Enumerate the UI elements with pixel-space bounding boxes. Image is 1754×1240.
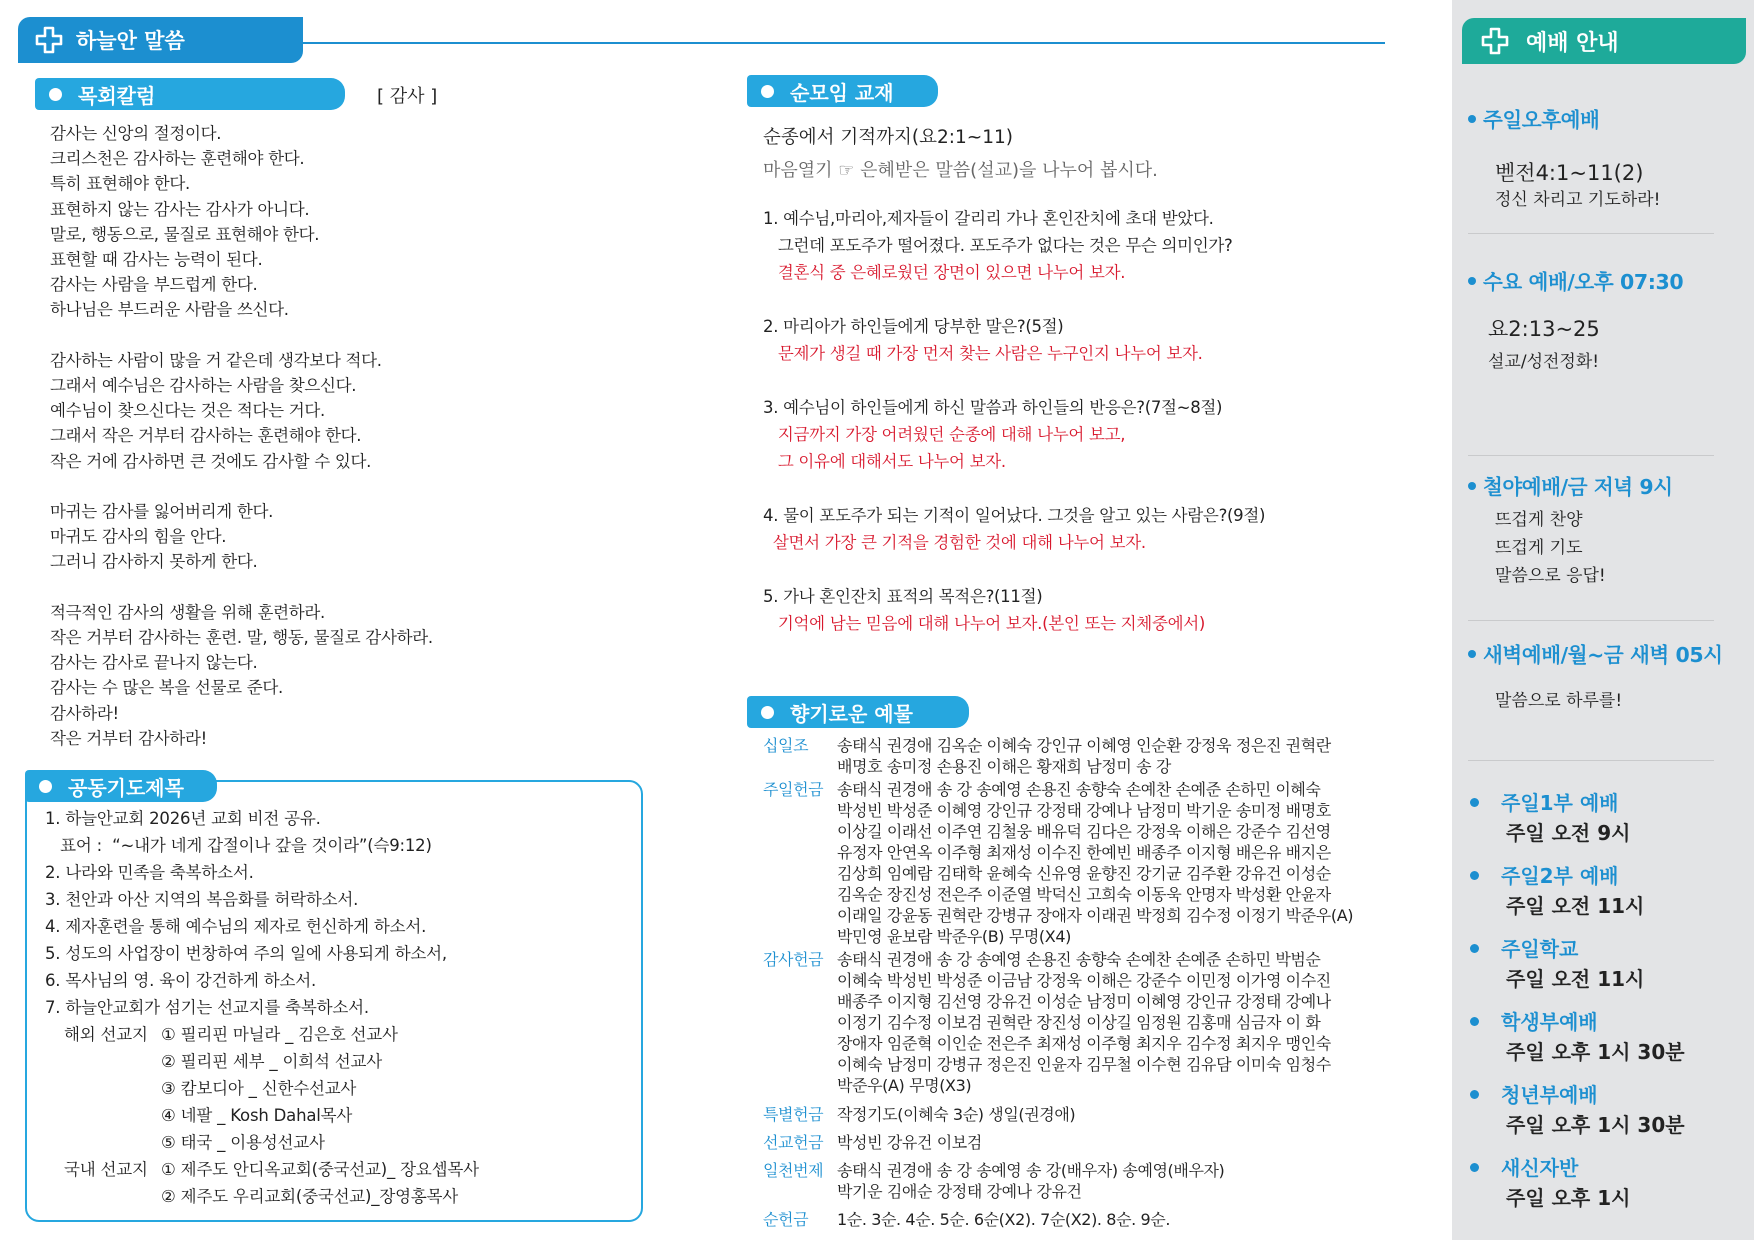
service-title (1468, 638, 1723, 668)
column-line: 작은 거부터 감사하는 훈련. 말, 행동, 물질로 감사하라. (50, 628, 433, 648)
offering-names-line: 송태식 권경애 송 강 송예영 손용진 송향숙 손예찬 손예준 손하민 이혜숙 (837, 780, 1321, 799)
schedule-time: 주일 오후 1시 (1506, 1186, 1631, 1210)
schedule-title-text: 주일학교 (1501, 937, 1579, 961)
service-line: 정신 차리고 기도하라! (1495, 190, 1661, 210)
offering-list (763, 735, 1437, 1230)
offering-row (763, 1160, 1437, 1202)
offering-names (837, 1132, 1437, 1153)
prayer-item: 5. 성도의 사업장이 번창하여 주의 일에 사용되게 하소서, (45, 944, 447, 963)
mission-item: ③ 캄보디아 _ 신한수선교사 (161, 1079, 357, 1098)
offering-names-line: 작정기도(이혜숙 3순) 생일(권경애) (837, 1105, 1076, 1124)
offering-names-line: 박기운 김애순 강정태 강예나 강유건 (837, 1182, 1082, 1201)
offering-row (763, 1132, 1437, 1153)
offering-names (837, 1209, 1437, 1230)
service-line: 말씀으로 응답! (1495, 566, 1606, 586)
column-line: 특히 표현해야 한다. (50, 174, 190, 194)
column-line: 예수님이 찾으신다는 것은 적다는 거다. (50, 401, 325, 421)
header-rule (303, 42, 1385, 44)
column-line: 감사는 사람을 부드럽게 한다. (50, 275, 258, 295)
schedule-time: 주일 오전 9시 (1506, 821, 1631, 845)
question-text: 2. 마리아가 하인들에게 당부한 말은?(5절) (763, 317, 1064, 336)
prayer-item: 3. 천안과 아산 지역의 복음화를 허락하소서. (45, 890, 359, 909)
column-line: 그러니 감사하지 못하게 한다. (50, 552, 258, 572)
offering-row (763, 949, 1437, 1096)
sidebar-divider (1468, 760, 1714, 761)
offering-names (837, 1160, 1437, 1202)
column-line: 감사하는 사람이 많을 거 같은데 생각보다 적다. (50, 350, 382, 370)
column-line: 감사는 신앙의 절정이다. (50, 124, 222, 143)
prayer-item: 표어 : “~내가 네게 갑절이나 갚을 것이라”(슥9:12) (45, 836, 432, 855)
cross-icon (34, 25, 64, 55)
schedule-title-text: 청년부예배 (1501, 1083, 1598, 1107)
service-title-text: 주일오후예배 (1483, 108, 1600, 132)
offering-names-line: 송태식 권경애 김옥순 이혜숙 강인규 이혜영 인순환 강정욱 정은진 권혁란 (837, 736, 1331, 755)
service-title-text: 수요 예배/오후 07:30 (1483, 270, 1684, 294)
missions-overseas-list (161, 1021, 398, 1156)
cross-icon (1480, 26, 1510, 56)
service-title-text: 새벽예배/월~금 새벽 05시 (1483, 643, 1723, 667)
service-title (1468, 470, 1673, 500)
question-text: 그런데 포도주가 떨어졌다. 포도주가 없다는 것은 무슨 의미인가? (763, 236, 1233, 255)
bullet-dot-icon (1470, 871, 1479, 880)
missions-overseas-label: 해외 선교지 (64, 1025, 148, 1044)
schedule-title-text: 주일2부 예배 (1501, 864, 1619, 888)
offering-row (763, 1209, 1437, 1230)
prayer-pill (25, 770, 217, 802)
column-line: 감사는 감사로 끝나지 않는다. (50, 653, 258, 673)
question-text: 3. 예수님이 하인들에게 하신 말씀과 하인들의 반응은?(7절~8절) (763, 398, 1223, 417)
question-text: 1. 예수님,마리아,제자들이 갈리리 가나 혼인잔치에 초대 받았다. (763, 209, 1214, 228)
column-line (50, 474, 433, 499)
schedule-title (1470, 1152, 1578, 1181)
offering-names-line: 이정기 김수정 이보검 권혁란 장진성 이상길 임정원 김홍매 심금자 이 화 (837, 1013, 1321, 1032)
question-text: 5. 가나 혼인잔치 표적의 목적은?(11절) (763, 587, 1043, 606)
schedule-time: 주일 오후 1시 30분 (1506, 1040, 1685, 1064)
column-line: 감사는 수 많은 복을 선물로 준다. (50, 678, 283, 698)
study-question (763, 502, 1265, 556)
mission-item: ② 제주도 우리교회(중국선교)_장영홍목사 (161, 1187, 459, 1206)
column-line: 감사하라! (50, 703, 119, 723)
offering-names-line: 박성빈 박성준 이혜영 강인규 강정태 강예나 남정미 박기운 송미정 배명호 (837, 801, 1331, 820)
offering-names-line: 김상희 임예람 김태학 윤혜숙 신유영 윤향진 강기균 김주환 강유건 이성순 (837, 864, 1331, 883)
mission-item: ④ 네팔 _ Kosh Dahal목사 (161, 1106, 353, 1125)
prayer-list (45, 805, 447, 1021)
study-question (763, 313, 1265, 367)
column-line: 마귀도 감사의 힘을 안다. (50, 527, 227, 547)
bullet-dot-icon (1470, 944, 1479, 953)
service-title (1468, 265, 1683, 295)
prayer-item: 4. 제자훈련을 통해 예수님의 제자로 헌신하게 하소서. (45, 917, 427, 936)
offering-label: 선교헌금 (763, 1133, 824, 1152)
offering-label: 특별헌금 (763, 1105, 824, 1124)
bullet-dot-icon (1470, 798, 1479, 807)
bullet-dot-icon (1470, 1163, 1479, 1172)
mission-item: ① 필리핀 마닐라 _ 김은호 선교사 (161, 1025, 398, 1044)
column-line: 그래서 작은 거부터 감사하는 훈련해야 한다. (50, 426, 362, 446)
offering-names (837, 949, 1437, 1096)
column-line: 표현할 때 감사는 능력이 된다. (50, 250, 263, 270)
prayer-title: 공동기도제목 (68, 775, 184, 800)
column-line: 표현하지 않는 감사는 감사가 아니다. (50, 199, 310, 219)
question-prompt: 살면서 가장 큰 기적을 경험한 것에 대해 나누어 보자. (763, 533, 1146, 552)
service-title (1468, 103, 1599, 133)
offering-names-line: 장애자 임준혁 이인순 전은주 최재성 이주형 최지우 김수정 최지우 맹인숙 (837, 1034, 1331, 1053)
column-line: 마귀는 감사를 잃어버리게 한다. (50, 502, 274, 522)
column-line: 적극적인 감사의 생활을 위해 훈련하라. (50, 602, 325, 622)
schedule-title (1470, 1079, 1598, 1108)
missions-domestic (64, 1156, 479, 1210)
service-line: 설교/성전정화! (1488, 352, 1600, 372)
study-question (763, 583, 1265, 637)
study-question (763, 205, 1265, 286)
prayer-item: 7. 하늘안교회가 섬기는 선교지를 축복하소서. (45, 998, 369, 1017)
header-tag (18, 17, 303, 63)
column-line: 작은 거부터 감사하라! (50, 728, 207, 748)
schedule-time: 주일 오전 11시 (1506, 967, 1645, 991)
study-heading: 순종에서 기적까지(요2:1~11) (763, 127, 1013, 148)
offering-names (837, 779, 1437, 947)
question-text: 4. 물이 포도주가 되는 기적이 일어났다. 그것을 알고 있는 사람은?(9절) (763, 506, 1266, 525)
missions-domestic-list (161, 1156, 479, 1210)
offering-names-line: 이상길 이래선 이주연 김철웅 배유덕 김다은 강정욱 이해은 강준수 김선영 (837, 822, 1331, 841)
prayer-item: 1. 하늘안교회 2026년 교회 비전 공유. (45, 809, 321, 828)
schedule-title-text: 주일1부 예배 (1501, 791, 1619, 815)
offering-names-line: 박민영 윤보람 박준우(B) 무명(X4) (837, 927, 1071, 946)
offering-label: 감사헌금 (763, 950, 824, 969)
service-line: 말씀으로 하루를! (1495, 691, 1623, 711)
study-title: 순모임 교재 (790, 80, 894, 105)
mission-item: ① 제주도 안디옥교회(중국선교)_ 장요셉목사 (161, 1160, 479, 1179)
column-line: 작은 거에 감사하면 큰 것에도 감사할 수 있다. (50, 451, 372, 471)
question-prompt: 지금까지 가장 어려웠던 순종에 대해 나누어 보고, (763, 425, 1126, 444)
column-title: 목회칼럼 (78, 83, 156, 108)
service-title-text: 철야예배/금 저녁 9시 (1483, 475, 1673, 499)
offering-names-line: 박성빈 강유건 이보검 (837, 1133, 982, 1152)
schedule-title (1470, 933, 1578, 962)
offering-label: 순헌금 (763, 1210, 809, 1229)
service-line: 뜨겁게 기도 (1495, 538, 1583, 558)
offering-row (763, 735, 1437, 777)
column-line: 하나님은 부드러운 사람을 쓰신다. (50, 300, 289, 320)
column-line (50, 575, 433, 600)
offering-row (763, 779, 1437, 947)
schedule-title (1470, 860, 1618, 889)
bullet-dot-icon (1468, 115, 1476, 123)
offering-label: 십일조 (763, 736, 809, 755)
offering-names-line: 송태식 권경애 송 강 송예영 손용진 송향숙 손예찬 손예준 손하민 박범순 (837, 950, 1321, 969)
sidebar-divider (1468, 620, 1714, 621)
bullet-dot-icon (1468, 650, 1476, 658)
schedule-time: 주일 오후 1시 30분 (1506, 1113, 1685, 1137)
bullet-dot-icon (1468, 277, 1476, 285)
offering-names-line: 유정자 안연옥 이주형 최재성 이수진 한예빈 배종주 이지형 배은유 배지은 (837, 843, 1331, 862)
schedule-title-text: 학생부예배 (1501, 1010, 1598, 1034)
schedule-time: 주일 오전 11시 (1506, 894, 1645, 918)
column-tag: [ 감사 ] (377, 86, 438, 107)
missions-overseas (64, 1021, 398, 1156)
bullet-dot-icon (761, 85, 774, 98)
schedule-title (1470, 1006, 1598, 1035)
column-line: 말로, 행동으로, 물질로 표현해야 한다. (50, 224, 320, 244)
mission-item: ⑤ 태국 _ 이용성선교사 (161, 1133, 325, 1152)
bullet-dot-icon (49, 88, 62, 101)
column-body (50, 121, 433, 751)
offering-names-line: 박준우(A) 무명(X3) (837, 1076, 972, 1095)
header-title: 하늘안 말씀 (76, 29, 185, 53)
prayer-item: 6. 목사님의 영. 육이 강건하게 하소서. (45, 971, 317, 990)
offering-names-line: 김옥순 장진성 전은주 이준열 박덕신 고희숙 이동욱 안명자 박성환 안윤자 (837, 885, 1331, 904)
column-pill (35, 78, 345, 110)
offering-names-line: 송태식 권경애 송 강 송예영 송 강(배우자) 송예영(배우자) (837, 1161, 1225, 1180)
offering-names-line: 이래일 강윤동 권혁란 강병규 장애자 이래권 박정희 김수정 이정기 박준우(A) (837, 906, 1354, 925)
study-questions (763, 205, 1265, 664)
column-line: 크리스천은 감사하는 훈련해야 한다. (50, 149, 305, 169)
column-line: 그래서 예수님은 감사하는 사람을 찾으신다. (50, 376, 357, 396)
offering-label: 주일헌금 (763, 780, 824, 799)
offering-row (763, 1104, 1437, 1125)
service-line: 뜨겁게 찬양 (1495, 510, 1583, 530)
sidebar-tag (1462, 18, 1746, 64)
bullet-dot-icon (1470, 1017, 1479, 1026)
offering-names-line: 배종주 이지형 김선영 강유건 이성순 남정미 이혜영 강인규 강정태 강예나 (837, 992, 1331, 1011)
question-prompt: 결혼식 중 은혜로웠던 장면이 있으면 나누어 보자. (763, 263, 1126, 282)
offering-names (837, 1104, 1437, 1125)
column-line (50, 323, 433, 348)
schedule-title-text: 새신자반 (1501, 1156, 1579, 1180)
question-prompt: 그 이유에 대해서도 나누어 보자. (763, 452, 1006, 471)
offering-names-line: 이혜숙 박성빈 박성준 이금남 강정욱 이해은 강준수 이민정 이가영 이수진 (837, 971, 1331, 990)
study-question (763, 394, 1265, 475)
offering-label: 일천번제 (763, 1161, 824, 1180)
sidebar-title: 예배 안내 (1526, 30, 1619, 56)
study-subheading: 마음열기 ☞ 은혜받은 말씀(설교)을 나누어 봅시다. (763, 160, 1158, 181)
schedule-title (1470, 787, 1618, 816)
mission-item: ② 필리핀 세부 _ 이희석 선교사 (161, 1052, 382, 1071)
offering-pill (747, 696, 969, 728)
sidebar-divider (1468, 455, 1714, 456)
missions-domestic-label: 국내 선교지 (64, 1160, 148, 1179)
bullet-dot-icon (761, 706, 774, 719)
offering-names (837, 735, 1437, 777)
offering-names-line: 배명호 송미정 손용진 이해은 황재희 남정미 송 강 (837, 757, 1171, 776)
offering-title: 향기로운 예물 (790, 701, 913, 726)
question-prompt: 문제가 생길 때 가장 먼저 찾는 사람은 누구인지 나누어 보자. (763, 344, 1203, 363)
question-prompt: 기억에 남는 믿음에 대해 나누어 보자.(본인 또는 지체중에서) (763, 614, 1206, 633)
offering-names-line: 1순. 3순. 4순. 5순. 6순(X2). 7순(X2). 8순. 9순. (837, 1210, 1171, 1229)
bullet-dot-icon (1468, 482, 1476, 490)
bullet-dot-icon (1470, 1090, 1479, 1099)
service-line: 벧전4:1~11(2) (1495, 161, 1644, 185)
service-line: 요2:13~25 (1488, 317, 1600, 341)
sidebar-divider (1468, 233, 1714, 234)
bullet-dot-icon (39, 780, 52, 793)
prayer-item: 2. 나라와 민족을 축복하소서. (45, 863, 254, 882)
offering-names-line: 이혜숙 남정미 강병규 정은진 인윤자 김무철 이수현 김유담 이미숙 임청수 (837, 1055, 1331, 1074)
study-pill (747, 75, 938, 107)
